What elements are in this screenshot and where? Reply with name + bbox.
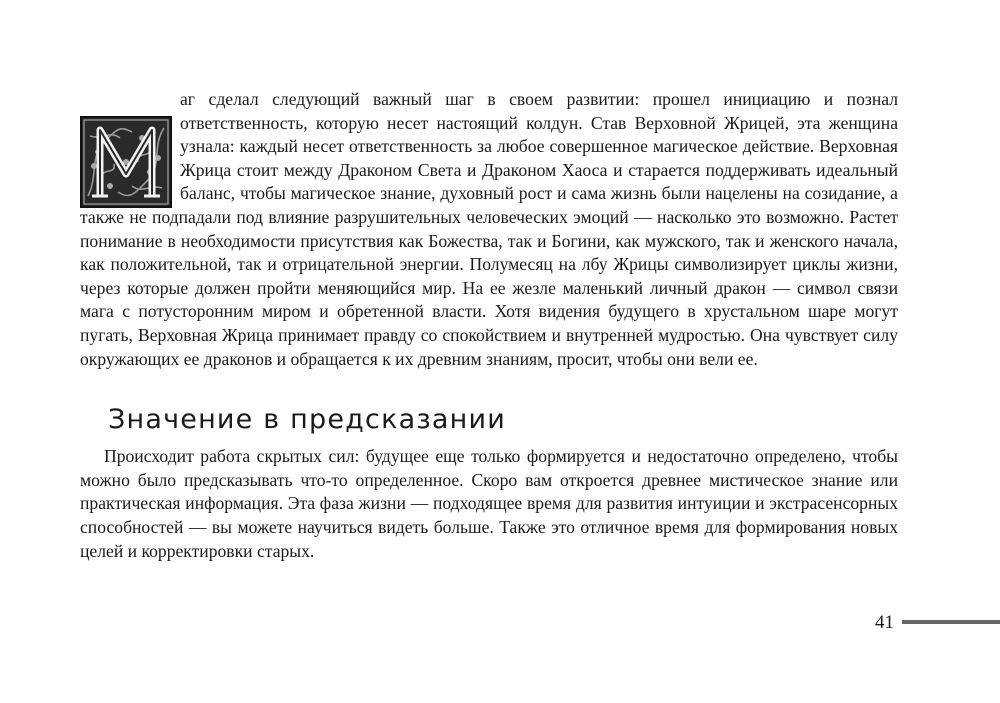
footer-rule [902, 620, 1000, 624]
page-footer [875, 607, 1000, 637]
drop-cap-initial [80, 92, 172, 184]
paragraph-intro [80, 88, 898, 371]
paragraph-prediction: Происходит работа скрытых сил: будущее еще только формируется и недостаточно определено, чтобы можно было предсказывать что-то определенное. Скоро вам откроется древнее мистическое знание или практическая информация. Эта фаза жизни — подходящее время для развития интуиции и экстрасенсорных способностей — вы можете научиться видеть больше. Также это отличное время для формирования новых целей и корректировки старых. [80, 446, 898, 561]
drop-cap-ornament-icon [80, 116, 172, 208]
paragraph-intro-text: аг сделал следующий важный шаг в своем развитии: прошел инициацию и познал ответственность, которую несет настоящий колдун. Став Верховной Жрицей, эта женщина узнала: каждый несет ответственность за любое совершенное магическое действие. Верховная Жрица стоит между Драконом Света и Драконом Хаоса и старается поддерживать идеальный баланс, чтобы магическое знание, духовный рост и сама жизнь были нацелены на созидание, а также не подпадали под влияние разрушительных человеческих эмоций — насколько это возможно. Растет понимание в необходимости присутствия как Божества, так и Богини, как мужского, так и женского начала, как положительной, так и отрицательной энергии. Полумесяц на лбу Жрицы символизирует циклы жизни, через которые должен пройти меняющийся мир. На ее жезле маленький личный дракон — символ связи мага с потусторонним миром и обретенной власти. Хотя видения будущего в хрустальном шаре могут пугать, Верховная Жрица принимает правду со спокойствием и внутренней мудростью. Она чувствует силу окружающих ее драконов и обращается к их древним знаниям, просит, чтобы они вели ее. [80, 89, 898, 369]
page-body [80, 88, 898, 563]
section-heading: Значение в предсказании [108, 404, 506, 436]
page-number: 41 [875, 611, 894, 633]
